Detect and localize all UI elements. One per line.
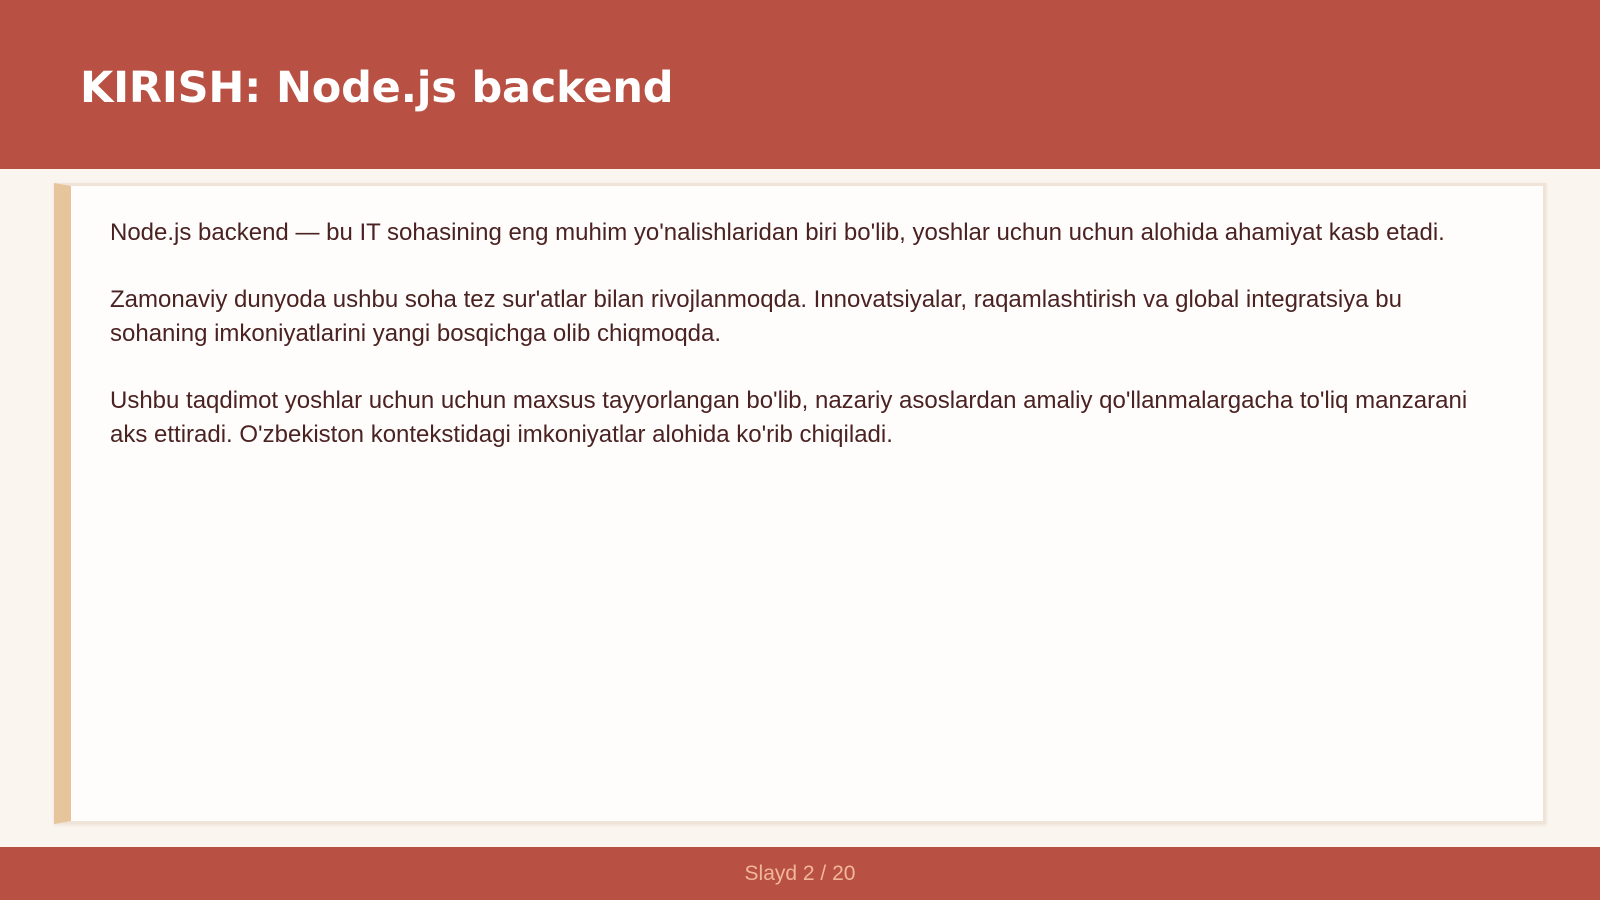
slide-title: KIRISH: Node.js backend — [80, 63, 674, 113]
content-body — [110, 216, 1490, 485]
slide-counter: Slayd 2 / 20 — [744, 862, 856, 885]
paragraph-2: Zamonaviy dunyoda ushbu soha tez sur'atlar bilan rivojlanmoqda. Innovatsiyalar, raqamlashtirish va global integratsiya bu sohaning imkoniyatlarini yangi bosqichga olib chiqmoqda. — [110, 286, 1402, 347]
slide-footer — [0, 847, 1600, 900]
paragraph-1: Node.js backend — bu IT sohasining eng muhim yo'nalishlaridan biri bo'lib, yoshlar uchun uchun alohida ahamiyat kasb etadi. — [110, 219, 1445, 246]
content-card — [54, 183, 1546, 824]
slide-header — [0, 0, 1600, 169]
paragraph-3: Ushbu taqdimot yoshlar uchun uchun maxsus tayyorlangan bo'lib, nazariy asoslardan amaliy qo'llanmalargacha to'liq manzarani aks ettiradi. O'zbekiston kontekstidagi imkoniyatlar alohida ko'rib chiqiladi. — [110, 387, 1468, 448]
